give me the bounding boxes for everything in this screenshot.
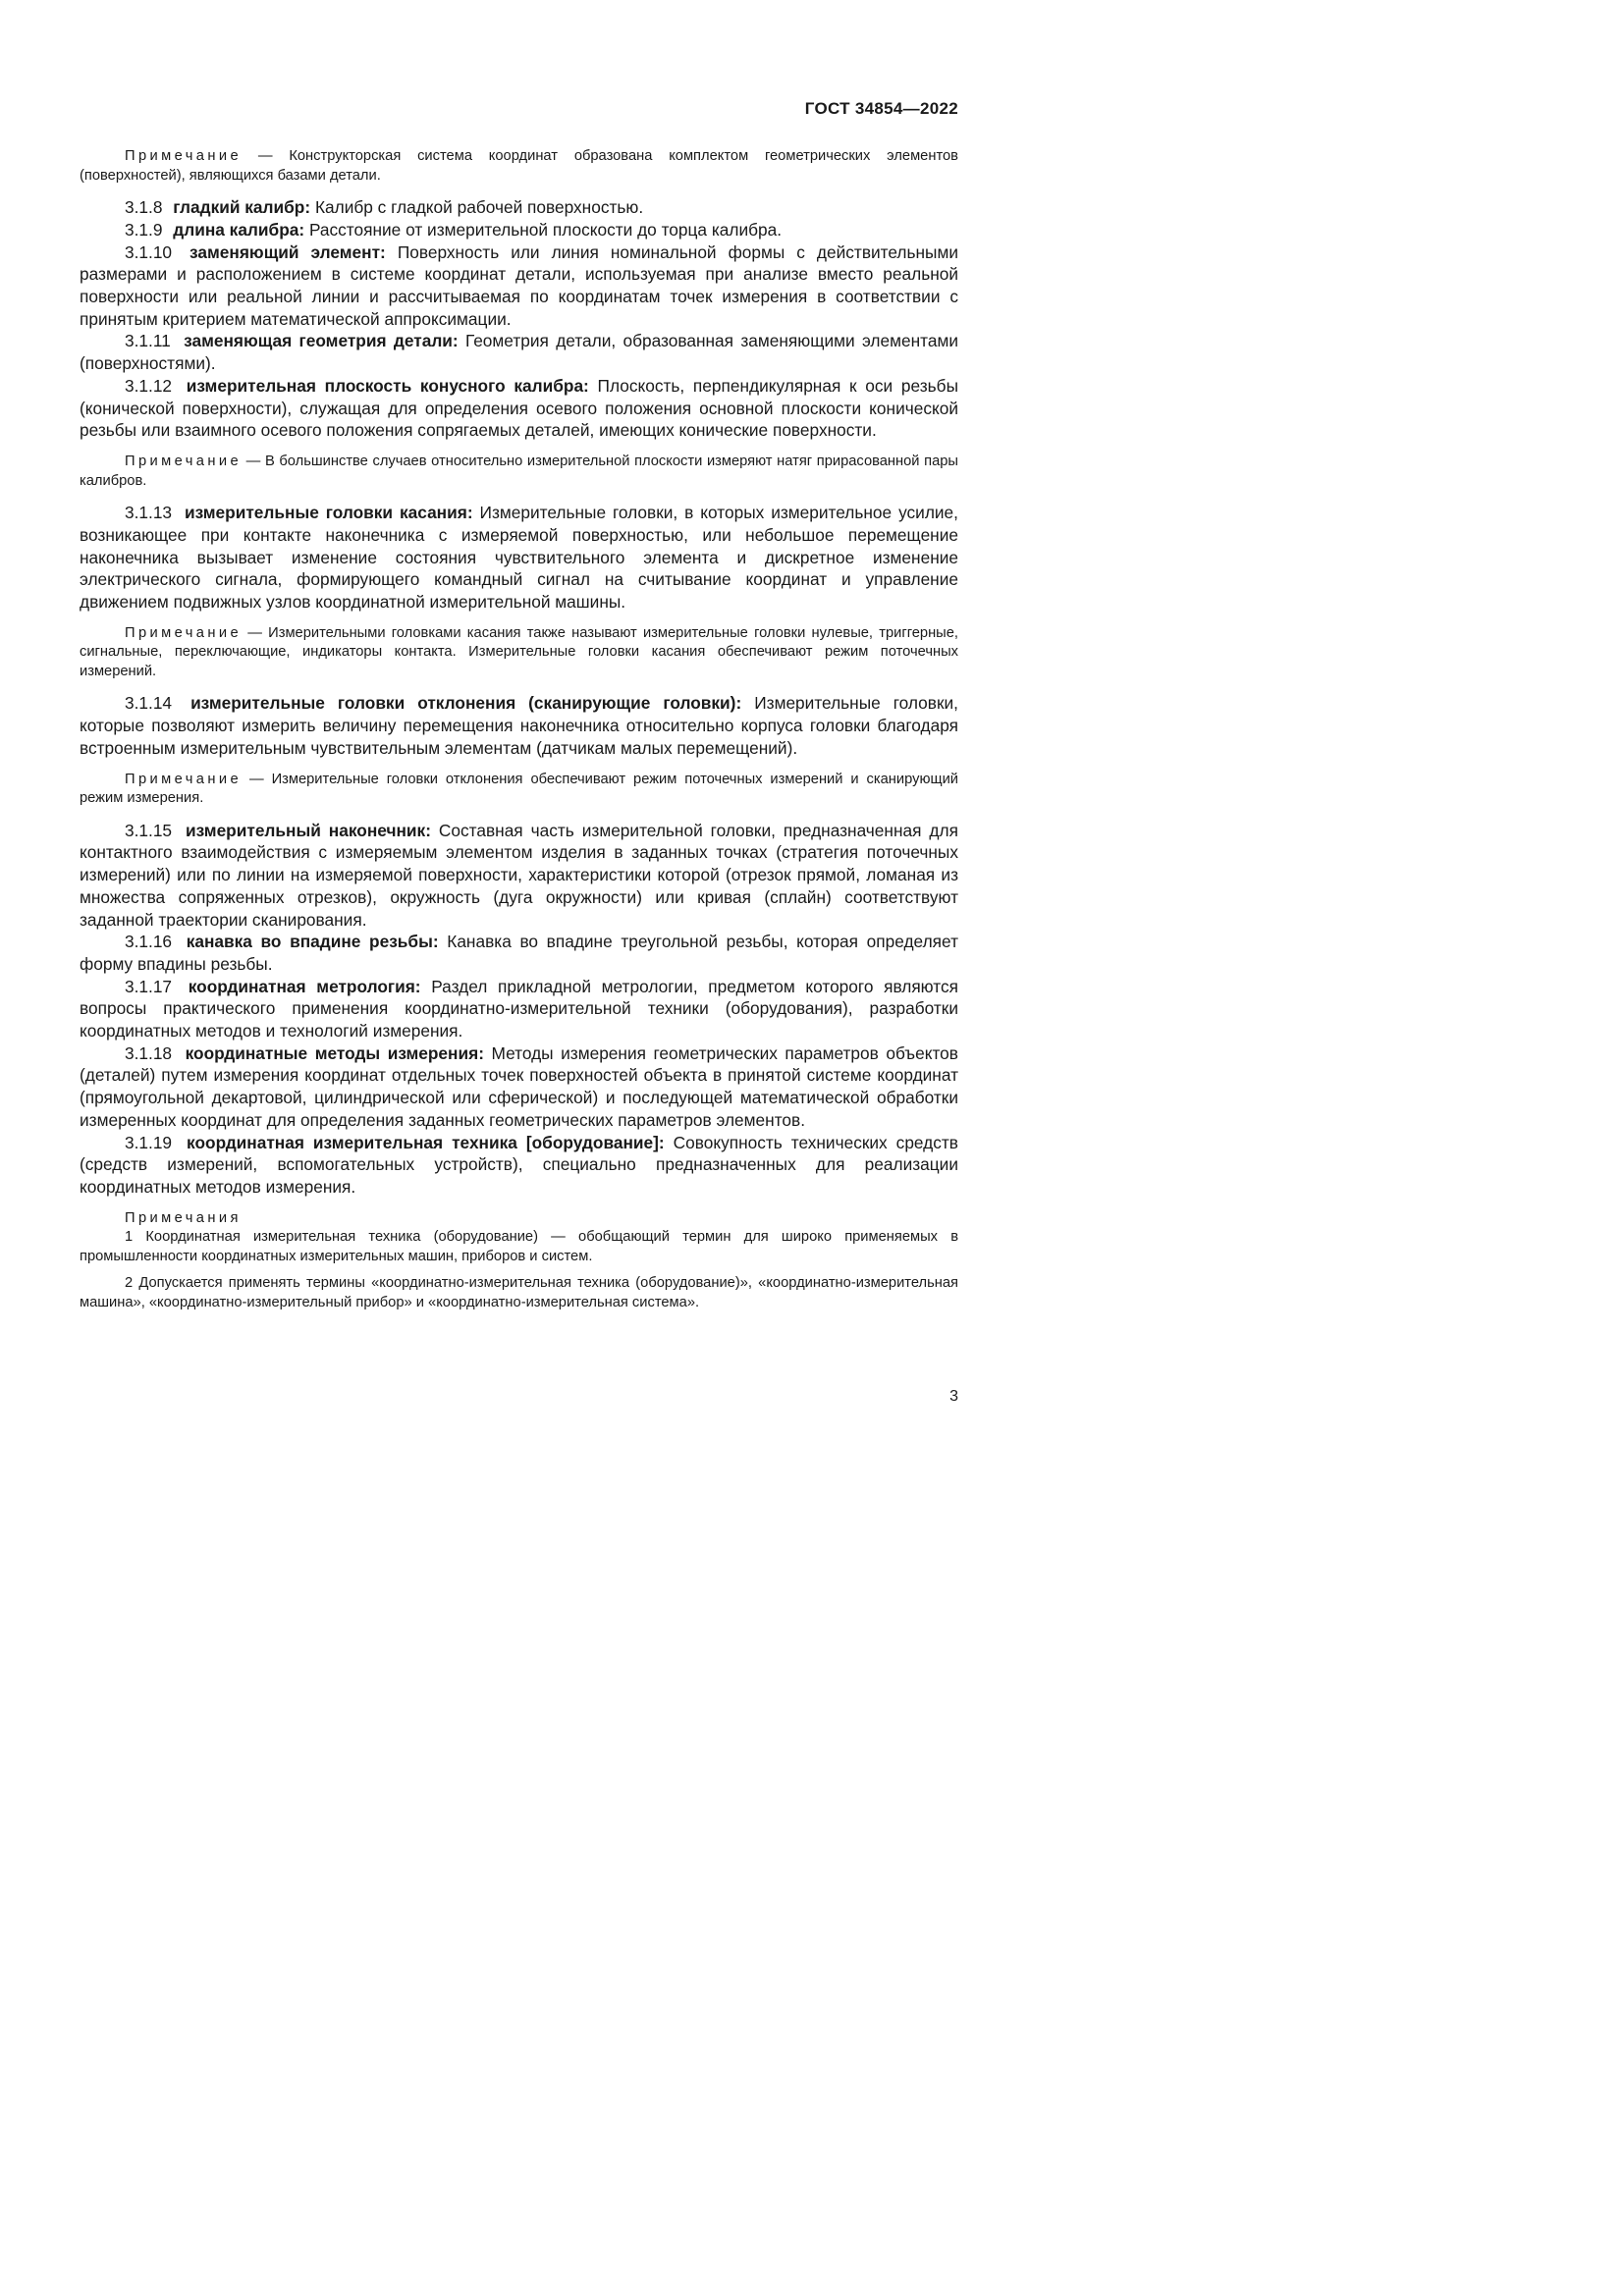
term-name: координатная измерительная техника [оборудование]: [187, 1132, 665, 1152]
term-name: гладкий калибр: [173, 197, 311, 218]
term-number: 3.1.15 [125, 820, 173, 840]
term-number: 3.1.10 [125, 241, 173, 262]
term-definition: Методы измерения геометрических параметров объектов (деталей) путем измерения координат отдельных точек поверхностей объекта в принятой системе координат (прямоугольной декартовой, цилиндрической или сферической) и последующей математической обработки измеренных координат для определения заданных геометрических параметров элементов. [80, 1042, 958, 1130]
note: Примечание — Измерительные головки отклонения обеспечивают режим поточечных измерений и сканирующий режим измерения. [80, 771, 958, 807]
term-name: заменяющий элемент: [189, 241, 386, 262]
term-name: канавка во впадине резьбы: [186, 932, 439, 952]
note-text: В большинстве случаев относительно измерительной плоскости измеряют натяг прирасованной пары калибров. [80, 453, 958, 489]
term-name: измерительный наконечник: [186, 820, 431, 840]
term-entry [80, 330, 958, 374]
note-text: Измерительными головками касания также называют измерительные головки нулевые, триггерные, сигнальные, переключающие, индикаторы контакта. Измерительные головки касания обеспечивают режим поточечных измерений. [80, 624, 958, 679]
note-label: Примечание [125, 453, 243, 469]
term-name: длина калибра: [173, 219, 305, 240]
term-entry [80, 1132, 958, 1199]
term-number: 3.1.11 [125, 331, 171, 351]
term-entry [80, 502, 958, 614]
term-entry [80, 692, 958, 759]
term-entry [80, 241, 958, 331]
term-definition: Раздел прикладной метрологии, предметом которого являются вопросы практического применения координатно-измерительной техники (оборудования), разработки координатных методов и технологий измерения. [80, 976, 958, 1041]
term-number: 3.1.8 [125, 197, 163, 218]
term-definition: Поверхность или линия номинальной формы с действительными размерами и расположением в системе координат детали, используемая при анализе вместо реальной поверхности или реальной линии и рассчитываемая по координатам точек измерения в соответствии с принятым критерием математической аппроксимации. [80, 241, 959, 329]
term-name: измерительные головки отклонения (сканирующие головки): [190, 693, 742, 714]
note-item: 1 Координатная измерительная техника (оборудование) — обобщающий термин для широко применяемых в промышленности координатных измерительных машин, приборов и систем. [80, 1229, 958, 1264]
term-definition: Калибр с гладкой рабочей поверхностью. [314, 197, 644, 218]
note: Примечание — Конструкторская система координат образована комплектом геометрических элементов (поверхностей), являющихся базами детали. [80, 148, 958, 184]
note-text: Конструкторская система координат образована комплектом геометрических элементов (поверхностей), являющихся базами детали. [80, 148, 958, 184]
term-name: измерительная плоскость конусного калибра: [186, 375, 589, 396]
note-label: Примечание [125, 148, 243, 164]
term-number: 3.1.9 [125, 219, 163, 240]
term-name: измерительные головки касания: [184, 503, 473, 523]
term-entry [80, 1042, 958, 1132]
note-text: Измерительные головки отклонения обеспечивают режим поточечных измерений и сканирующий режим измерения. [80, 771, 958, 807]
term-entry [80, 375, 958, 442]
term-definition: Совокупность технических средств (средств измерений, вспомогательных устройств), специально предназначенных для реализации координатных методов измерения. [80, 1132, 958, 1197]
term-entry [80, 931, 958, 975]
term-entry [80, 196, 958, 219]
term-definition: Расстояние от измерительной плоскости до торца калибра. [308, 219, 783, 240]
term-number: 3.1.17 [125, 976, 173, 996]
term-name: заменяющая геометрия детали: [184, 331, 459, 351]
term-number: 3.1.16 [125, 932, 173, 952]
document-header: ГОСТ 34854—2022 [804, 99, 958, 118]
term-definition: Геометрия детали, образованная заменяющими элементами (поверхностями). [80, 331, 958, 374]
document-page [0, 0, 1080, 1526]
term-number: 3.1.12 [125, 375, 173, 396]
term-name: координатная метрология: [188, 976, 421, 996]
notes-heading: Примечания [125, 1209, 242, 1226]
term-definition: Измерительные головки, которые позволяют измерить величину перемещения наконечника относительно корпуса головки благодаря встроенным измерительным чувствительным элементам (датчикам малых перемещений). [80, 693, 958, 758]
term-entry [80, 820, 958, 932]
note-label: Примечание [125, 624, 243, 641]
term-definition: Канавка во впадине треугольной резьбы, которая определяет форму впадины резьбы. [80, 932, 958, 974]
term-definition: Измерительные головки, в которых измерительное усилие, возникающее при контакте наконечника с измеряемой поверхностью, или небольшое перемещение наконечника вызывает изменение состояния чувствительного элемента и дискретное изменение электрического сигнала, формирующего командный сигнал на считывание координат и управление движением подвижных узлов координатной измерительной машины. [80, 503, 958, 612]
term-number: 3.1.13 [125, 503, 173, 523]
term-entry [80, 976, 958, 1042]
term-number: 3.1.18 [125, 1042, 173, 1063]
term-number: 3.1.14 [125, 693, 173, 714]
note: Примечание — Измерительными головками касания также называют измерительные головки нулевые, триггерные, сигнальные, переключающие, индикаторы контакта. Измерительные головки касания обеспечивают режим поточечных измерений. [80, 624, 958, 679]
note-label: Примечание [125, 771, 243, 787]
term-definition: Плоскость, перпендикулярная к оси резьбы (конической поверхности), служащая для определения осевого положения основной плоскости конической резьбы или взаимного осевого положения сопрягаемых деталей, имеющих конические поверхности. [80, 375, 958, 441]
term-number: 3.1.19 [125, 1132, 173, 1152]
term-definition: Составная часть измерительной головки, предназначенная для контактного взаимодействия с измеряемым элементом изделия в заданных точках (стратегия поточечных измерений) или по линии на измеряемой поверхности, характеристики которой (отрезок прямой, ломаная из множества сопряженных отрезков), окружность (дуга окружности) или кривая (сплайн) соответствуют заданной траектории сканирования. [80, 820, 958, 930]
page-number: 3 [949, 1388, 958, 1405]
document-body [80, 147, 958, 1313]
term-entry [80, 219, 958, 241]
note: Примечание — В большинстве случаев относительно измерительной плоскости измеряют натяг прирасованной пары калибров. [80, 453, 958, 489]
term-name: координатные методы измерения: [185, 1042, 484, 1063]
note-item: 2 Допускается применять термины «координатно-измерительная техника (оборудование)», «координатно-измерительная машина», «координатно-измерительный прибор» и «координатно-измерительная система». [80, 1275, 958, 1311]
